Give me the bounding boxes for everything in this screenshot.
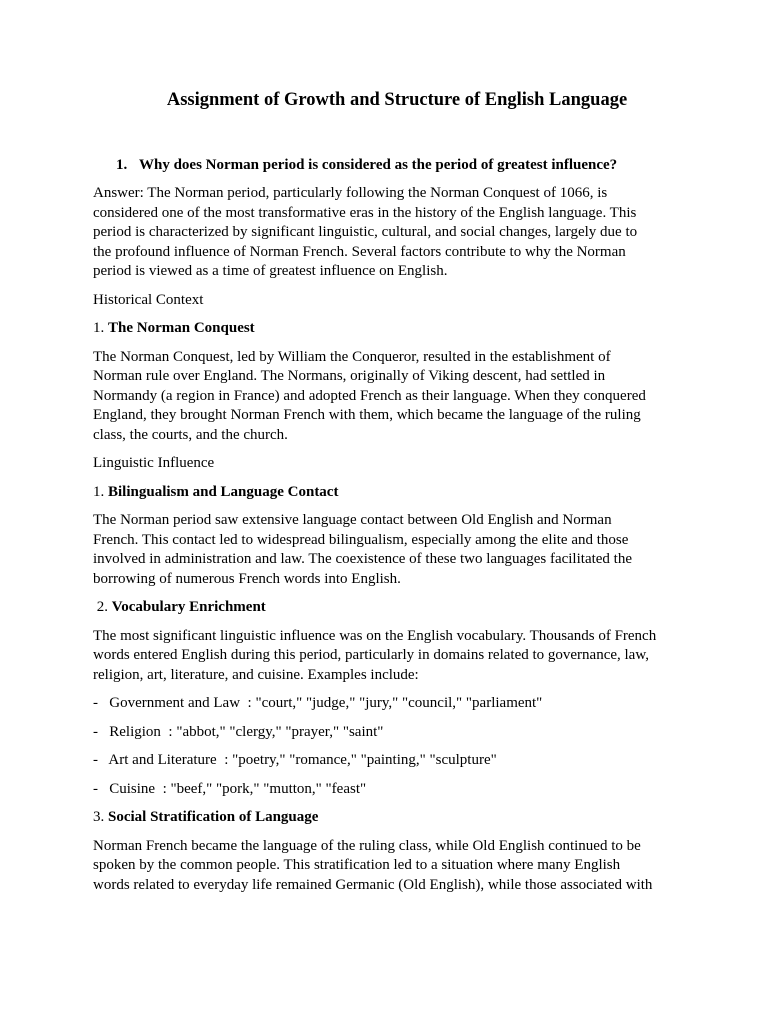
document-page bbox=[93, 88, 683, 895]
text-line: Norman French became the language of the ruling class, while Old English continued to be bbox=[93, 837, 641, 854]
text-line: The Norman period saw extensive language contact between Old English and Norman bbox=[93, 512, 612, 528]
section-heading-vocabulary bbox=[93, 598, 683, 618]
text-line: The most significant linguistic influence was on the English vocabulary. Thousands of French bbox=[93, 627, 657, 644]
section-heading-social-stratification bbox=[93, 808, 683, 828]
text-line: Normandy (a region in France) and adopted French as their language. When they conquered bbox=[93, 387, 646, 404]
text-line: spoken by the common people. This stratification led to a situation where many English bbox=[93, 857, 621, 873]
norman-conquest-paragraph bbox=[93, 348, 683, 446]
section-number: 3. bbox=[93, 809, 108, 825]
text-line: French. This contact led to widespread bilingualism, especially among the elite and those bbox=[93, 531, 629, 548]
bilingualism-paragraph bbox=[93, 511, 683, 589]
example-item-government: - Government and Law : "court," "judge," "jury," "council," "parliament" bbox=[93, 695, 543, 711]
historical-context-label: Historical Context bbox=[93, 291, 204, 308]
section-heading-bilingualism bbox=[93, 483, 683, 503]
linguistic-influence-label: Linguistic Influence bbox=[93, 455, 215, 471]
text-line: words entered English during this period, particularly in domains related to governance, law, bbox=[93, 647, 649, 663]
vocabulary-paragraph bbox=[93, 627, 683, 686]
text-line: period is characterized by significant linguistic, cultural, and social changes, largely due to bbox=[93, 224, 638, 240]
section-number: 2. bbox=[93, 599, 112, 615]
question-text: Why does Norman period is considered as the period of greatest influence? bbox=[139, 157, 618, 173]
section-title: Social Stratification of Language bbox=[108, 809, 319, 825]
question-heading bbox=[116, 156, 683, 175]
text-line: religion, art, literature, and cuisine. Examples include: bbox=[93, 666, 419, 683]
text-line: Norman rule over England. The Normans, originally of Viking descent, had settled in bbox=[93, 368, 606, 384]
text-line: period is viewed as a time of greatest influence on English. bbox=[93, 263, 448, 279]
section-number: 1. bbox=[93, 483, 108, 500]
text-line: borrowing of numerous French words into English. bbox=[93, 570, 401, 587]
example-item-religion: - Religion : "abbot," "clergy," "prayer," "saint" bbox=[93, 723, 384, 740]
text-line: the profound influence of Norman French. Several factors contribute to why the Norman bbox=[93, 243, 626, 260]
example-item-art: - Art and Literature : "poetry," "romance," "painting," "sculpture" bbox=[93, 752, 497, 768]
answer-paragraph bbox=[93, 184, 683, 282]
text-line: considered one of the most transformative eras in the history of the English language. This bbox=[93, 204, 637, 221]
text-line: class, the courts, and the church. bbox=[93, 426, 288, 443]
text-line: words related to everyday life remained Germanic (Old English), while those associated with bbox=[93, 876, 653, 893]
section-title: The Norman Conquest bbox=[108, 320, 255, 336]
text-line: The Norman Conquest, led by William the Conqueror, resulted in the establishment of bbox=[93, 348, 611, 365]
text-line: England, they brought Norman French with them, which became the language of the ruling bbox=[93, 407, 641, 423]
example-item-cuisine: - Cuisine : "beef," "pork," "mutton," "feast" bbox=[93, 780, 367, 797]
section-title: Vocabulary Enrichment bbox=[111, 599, 266, 615]
social-stratification-paragraph bbox=[93, 837, 683, 896]
question-number: 1. bbox=[116, 157, 128, 173]
section-title: Bilingualism and Language Contact bbox=[108, 483, 339, 500]
text-line: Answer: The Norman period, particularly following the Norman Conquest of 1066, is bbox=[93, 185, 608, 201]
section-heading-norman-conquest bbox=[93, 319, 683, 339]
section-number: 1. bbox=[93, 320, 108, 336]
text-line: involved in administration and law. The coexistence of these two languages facilitated the bbox=[93, 551, 632, 567]
document-title: Assignment of Growth and Structure of English Language bbox=[166, 90, 628, 110]
